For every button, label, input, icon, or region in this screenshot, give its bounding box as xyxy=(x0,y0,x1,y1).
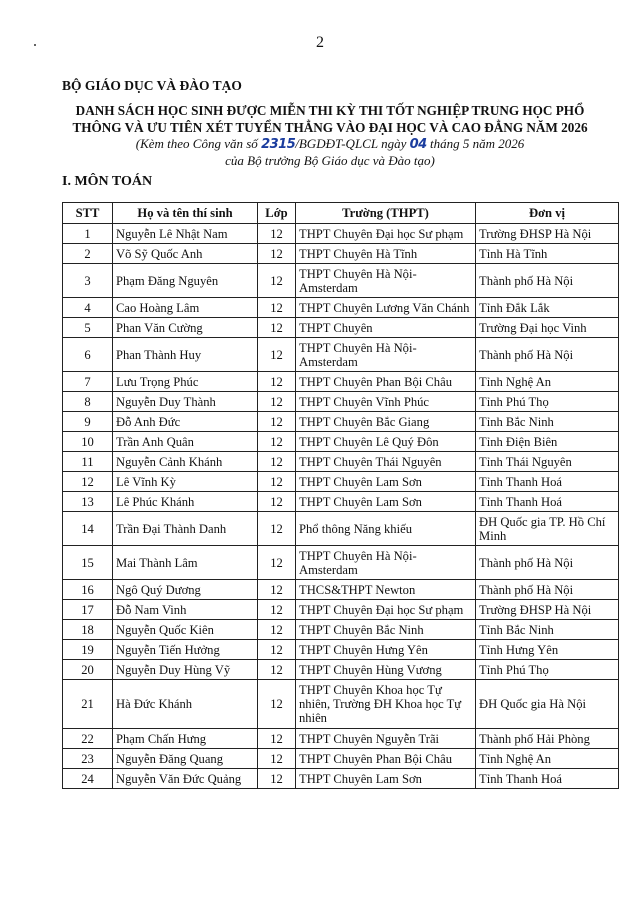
cell-class: 12 xyxy=(258,729,296,749)
cell-name: Phạm Đăng Nguyên xyxy=(113,264,258,298)
agency-name: BỘ GIÁO DỤC VÀ ĐÀO TẠO xyxy=(62,78,242,93)
cell-school: THPT Chuyên Phan Bội Châu xyxy=(296,372,476,392)
table-row xyxy=(63,412,619,432)
cell-class: 12 xyxy=(258,600,296,620)
cell-class: 12 xyxy=(258,372,296,392)
subtitle-line-2: của Bộ trưởng Bộ Giáo dục và Đào tạo) xyxy=(225,153,435,168)
cell-school: THPT Chuyên Vĩnh Phúc xyxy=(296,392,476,412)
cell-name: Phan Thành Huy xyxy=(113,338,258,372)
cell-class: 12 xyxy=(258,492,296,512)
table-row xyxy=(63,680,619,729)
cell-class: 12 xyxy=(258,392,296,412)
cell-unit: Tỉnh Phú Thọ xyxy=(476,660,619,680)
table-row xyxy=(63,472,619,492)
cell-name: Nguyễn Văn Đức Quảng xyxy=(113,769,258,789)
cell-school: THPT Chuyên Lam Sơn xyxy=(296,472,476,492)
cell-stt: 18 xyxy=(63,620,113,640)
cell-class: 12 xyxy=(258,298,296,318)
cell-school: THPT Chuyên Hà Nội-Amsterdam xyxy=(296,264,476,298)
student-table xyxy=(62,202,619,789)
cell-school: THPT Chuyên Lam Sơn xyxy=(296,769,476,789)
cell-unit: Tỉnh Thanh Hoá xyxy=(476,769,619,789)
document-subtitle xyxy=(60,136,600,169)
cell-school: THPT Chuyên Phan Bội Châu xyxy=(296,749,476,769)
cell-name: Võ Sỹ Quốc Anh xyxy=(113,244,258,264)
cell-name: Đỗ Anh Đức xyxy=(113,412,258,432)
cell-name: Nguyễn Duy Hùng Vỹ xyxy=(113,660,258,680)
title-line-1: DANH SÁCH HỌC SINH ĐƯỢC MIỄN THI KỲ THI TỐT NGHIỆP TRUNG HỌC PHỔ xyxy=(75,103,585,118)
cell-class: 12 xyxy=(258,546,296,580)
table-row xyxy=(63,264,619,298)
cell-unit: Tỉnh Bắc Ninh xyxy=(476,412,619,432)
subtitle-pre: (Kèm theo Công văn số xyxy=(135,136,258,151)
cell-stt: 12 xyxy=(63,472,113,492)
cell-unit: Thành phố Hà Nội xyxy=(476,546,619,580)
table-row xyxy=(63,224,619,244)
cell-school: THPT Chuyên Thái Nguyên xyxy=(296,452,476,472)
header-class: Lớp xyxy=(258,203,296,224)
table-row xyxy=(63,432,619,452)
table-row xyxy=(63,600,619,620)
table-row xyxy=(63,640,619,660)
cell-unit: Tỉnh Thanh Hoá xyxy=(476,492,619,512)
cell-name: Nguyễn Quốc Kiên xyxy=(113,620,258,640)
cell-name: Nguyễn Đăng Quang xyxy=(113,749,258,769)
cell-school: THPT Chuyên Đại học Sư phạm xyxy=(296,224,476,244)
table-header-row xyxy=(63,203,619,224)
cell-class: 12 xyxy=(258,680,296,729)
cell-name: Đỗ Nam Vinh xyxy=(113,600,258,620)
cell-class: 12 xyxy=(258,412,296,432)
document-title xyxy=(60,102,600,136)
cell-school: THPT Chuyên Hà Tĩnh xyxy=(296,244,476,264)
cell-name: Cao Hoàng Lâm xyxy=(113,298,258,318)
table-row xyxy=(63,318,619,338)
cell-name: Trần Đại Thành Danh xyxy=(113,512,258,546)
cell-stt: 8 xyxy=(63,392,113,412)
title-line-2: THÔNG VÀ ƯU TIÊN XÉT TUYỂN THẲNG VÀO ĐẠI HỌC VÀ CAO ĐẲNG NĂM 2026 xyxy=(72,120,588,135)
cell-unit: Tỉnh Điện Biên xyxy=(476,432,619,452)
subtitle-mid: /BGDĐT-QLCL ngày xyxy=(295,136,407,151)
cell-unit: Tỉnh Thái Nguyên xyxy=(476,452,619,472)
cell-school: THPT Chuyên Lương Văn Chánh xyxy=(296,298,476,318)
cell-stt: 7 xyxy=(63,372,113,392)
cell-name: Lưu Trọng Phúc xyxy=(113,372,258,392)
cell-stt: 3 xyxy=(63,264,113,298)
cell-stt: 21 xyxy=(63,680,113,729)
cell-name: Nguyễn Tiến Hưởng xyxy=(113,640,258,660)
cell-stt: 1 xyxy=(63,224,113,244)
cell-class: 12 xyxy=(258,580,296,600)
header-stt: STT xyxy=(63,203,113,224)
table-row xyxy=(63,620,619,640)
cell-class: 12 xyxy=(258,472,296,492)
table-row xyxy=(63,749,619,769)
table-row xyxy=(63,660,619,680)
cell-name: Phạm Chấn Hưng xyxy=(113,729,258,749)
cell-school: THPT Chuyên Bắc Ninh xyxy=(296,620,476,640)
cell-school: THPT Chuyên Lê Quý Đôn xyxy=(296,432,476,452)
cell-unit: ĐH Quốc gia Hà Nội xyxy=(476,680,619,729)
cell-school: THPT Chuyên Hùng Vương xyxy=(296,660,476,680)
cell-stt: 24 xyxy=(63,769,113,789)
cell-name: Phan Văn Cường xyxy=(113,318,258,338)
cell-stt: 6 xyxy=(63,338,113,372)
cell-stt: 10 xyxy=(63,432,113,452)
cell-name: Mai Thành Lâm xyxy=(113,546,258,580)
cell-name: Hà Đức Khánh xyxy=(113,680,258,729)
cell-name: Ngô Quý Dương xyxy=(113,580,258,600)
cell-school: THPT Chuyên Khoa học Tự nhiên, Trường ĐH Khoa học Tự nhiên xyxy=(296,680,476,729)
cell-stt: 11 xyxy=(63,452,113,472)
cell-school: THPT Chuyên Hà Nội-Amsterdam xyxy=(296,338,476,372)
cell-name: Nguyễn Duy Thành xyxy=(113,392,258,412)
cell-unit: Thành phố Hà Nội xyxy=(476,338,619,372)
cell-class: 12 xyxy=(258,769,296,789)
header-unit: Đơn vị xyxy=(476,203,619,224)
cell-school: THPT Chuyên Nguyễn Trãi xyxy=(296,729,476,749)
cell-class: 12 xyxy=(258,660,296,680)
cell-class: 12 xyxy=(258,318,296,338)
table-row xyxy=(63,298,619,318)
cell-class: 12 xyxy=(258,640,296,660)
cell-unit: Trường ĐHSP Hà Nội xyxy=(476,224,619,244)
header-school: Trường (THPT) xyxy=(296,203,476,224)
section-title: I. MÔN TOÁN xyxy=(62,174,153,189)
cell-school: THPT Chuyên Đại học Sư phạm xyxy=(296,600,476,620)
table-row xyxy=(63,452,619,472)
table-row xyxy=(63,769,619,789)
cell-stt: 4 xyxy=(63,298,113,318)
cell-unit: Tỉnh Hưng Yên xyxy=(476,640,619,660)
cell-unit: Tỉnh Nghệ An xyxy=(476,372,619,392)
cell-stt: 20 xyxy=(63,660,113,680)
table-row xyxy=(63,729,619,749)
cell-unit: Thành phố Hà Nội xyxy=(476,264,619,298)
cell-unit: Trường ĐHSP Hà Nội xyxy=(476,600,619,620)
header-name: Họ và tên thí sinh xyxy=(113,203,258,224)
cell-class: 12 xyxy=(258,749,296,769)
cell-class: 12 xyxy=(258,620,296,640)
cell-unit: Tỉnh Phú Thọ xyxy=(476,392,619,412)
cell-stt: 17 xyxy=(63,600,113,620)
cell-stt: 23 xyxy=(63,749,113,769)
subtitle-line-1 xyxy=(60,136,600,153)
table-body xyxy=(63,224,619,789)
table-row xyxy=(63,372,619,392)
cell-unit: Tỉnh Bắc Ninh xyxy=(476,620,619,640)
cell-stt: 14 xyxy=(63,512,113,546)
cell-name: Trần Anh Quân xyxy=(113,432,258,452)
cell-stt: 22 xyxy=(63,729,113,749)
cell-unit: Thành phố Hà Nội xyxy=(476,580,619,600)
table-row xyxy=(63,244,619,264)
cell-class: 12 xyxy=(258,224,296,244)
cell-school: THPT Chuyên Hưng Yên xyxy=(296,640,476,660)
cell-unit: Thành phố Hải Phòng xyxy=(476,729,619,749)
cell-name: Nguyễn Cảnh Khánh xyxy=(113,452,258,472)
subtitle-post: tháng 5 năm 2026 xyxy=(429,136,525,151)
cell-name: Lê Phúc Khánh xyxy=(113,492,258,512)
cell-name: Nguyễn Lê Nhật Nam xyxy=(113,224,258,244)
cell-class: 12 xyxy=(258,264,296,298)
cell-unit: ĐH Quốc gia TP. Hồ Chí Minh xyxy=(476,512,619,546)
table-row xyxy=(63,492,619,512)
handwritten-day: 04 xyxy=(409,137,427,152)
cell-school: THPT Chuyên xyxy=(296,318,476,338)
cell-stt: 15 xyxy=(63,546,113,580)
table-row xyxy=(63,546,619,580)
cell-school: THPT Chuyên Lam Sơn xyxy=(296,492,476,512)
cell-stt: 13 xyxy=(63,492,113,512)
cell-class: 12 xyxy=(258,432,296,452)
table-row xyxy=(63,392,619,412)
cell-stt: 2 xyxy=(63,244,113,264)
cell-stt: 16 xyxy=(63,580,113,600)
cell-unit: Tỉnh Nghệ An xyxy=(476,749,619,769)
cell-unit: Tỉnh Thanh Hoá xyxy=(476,472,619,492)
cell-name: Lê Vĩnh Kỳ xyxy=(113,472,258,492)
table-row xyxy=(63,512,619,546)
handwritten-doc-number: 2315 xyxy=(261,137,296,152)
cell-school: THPT Chuyên Bắc Giang xyxy=(296,412,476,432)
cell-stt: 5 xyxy=(63,318,113,338)
page-number: 2 xyxy=(316,34,324,51)
cell-class: 12 xyxy=(258,452,296,472)
table-row xyxy=(63,580,619,600)
table-row xyxy=(63,338,619,372)
cell-stt: 9 xyxy=(63,412,113,432)
cell-school: Phổ thông Năng khiếu xyxy=(296,512,476,546)
cell-unit: Trường Đại học Vinh xyxy=(476,318,619,338)
cell-school: THPT Chuyên Hà Nội-Amsterdam xyxy=(296,546,476,580)
cell-class: 12 xyxy=(258,512,296,546)
cell-unit: Tỉnh Đắk Lắk xyxy=(476,298,619,318)
cell-stt: 19 xyxy=(63,640,113,660)
cell-unit: Tỉnh Hà Tĩnh xyxy=(476,244,619,264)
cell-class: 12 xyxy=(258,338,296,372)
cell-school: THCS&THPT Newton xyxy=(296,580,476,600)
cell-class: 12 xyxy=(258,244,296,264)
